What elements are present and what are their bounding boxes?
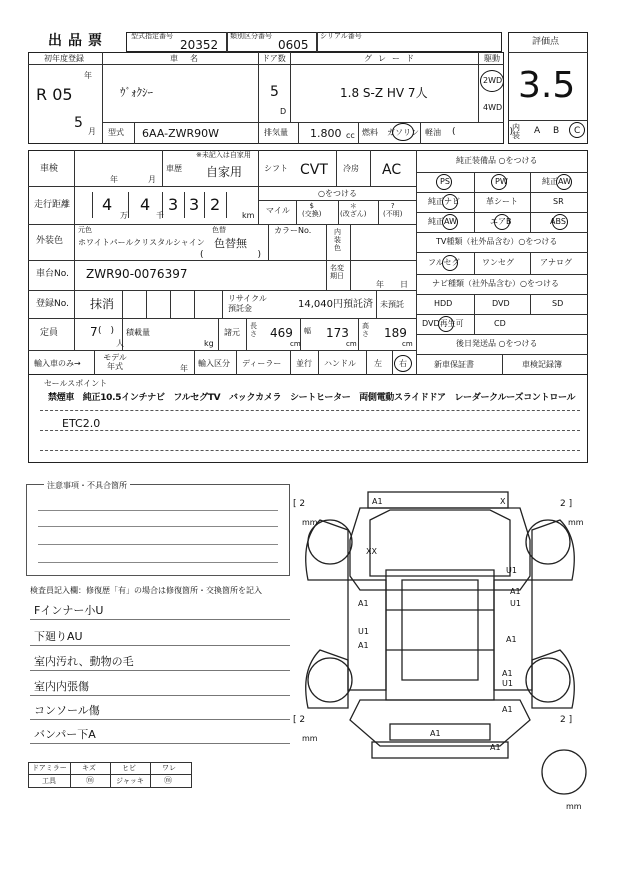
equip-aw1-circle [556,174,572,190]
sales-label: セールスポイント [44,379,108,388]
navi-dvd: DVD [492,299,510,308]
oil-bracket: ( ) [452,127,514,137]
equip-aw2: 純正AW [428,217,457,226]
capacity-value: 7 [90,325,98,339]
mileage-unit-km: km [242,211,255,220]
ac-label: 冷房 [343,164,359,173]
sales-dash-1 [40,410,580,411]
equip-aw1: 純正AW [542,177,571,186]
drive-4wd: 4WD [483,103,503,112]
class-label: 類別区分番号 [230,32,272,40]
equip-leather: 革シート [486,197,518,206]
mile-tamper: ＊ (改ざん) [340,202,367,219]
score-label: 評価点 [532,37,560,47]
color-label: 外装色 [36,236,64,246]
recycle-value: 14,040円預託済 [298,299,373,310]
mark-a1-tail: A1 [502,705,513,714]
mark-a1-bumper-rear: A1 [430,729,441,738]
inspection-year: 年 [110,175,118,184]
later-records: 車検記録簿 [522,360,562,369]
sales-dash-2 [40,430,580,431]
mileage-label: 走行距離 [34,200,71,210]
ac-value: AC [382,162,402,178]
navi-hdd: HDD [434,299,453,308]
legend-h2: キズ [82,764,96,772]
first-reg-label: 初年度登録 [44,54,84,63]
serial-label: シリアル番号 [320,32,362,40]
sales-dash-3 [40,450,580,451]
mark-xx: XX [366,547,377,556]
interior-color-label: 内装色 [334,228,341,253]
left-label: 左 [374,359,382,368]
mileage-digit-1: 4 [102,195,113,214]
mile-unknown: ? (不明) [383,202,403,219]
tire-rl: [ 2 [293,715,306,725]
fuel-value: ガソリン [387,128,419,137]
equip-pw-circle [491,174,507,190]
model-cert-value: 20352 [180,38,219,52]
capacity-label: 定員 [40,328,59,338]
height-label: 高さ [362,322,369,339]
interior-label: 内装 [512,123,520,140]
usage-value: 自家用 [206,165,243,179]
dims-label: 諸元 [224,328,240,337]
interior-b: B [553,126,560,136]
len-value: 469 [270,326,293,340]
tv-fullseg: フルセグ [428,258,460,267]
mark-u1-qr: U1 [502,679,513,688]
form-title: 出品票 [48,33,108,49]
fuel-label: 燃料 [362,128,378,137]
inspection-label: 車検 [40,164,59,174]
height-cm: cm [402,340,413,348]
legend-v1: 工具 [42,777,56,785]
tire-fr-value: 2 [560,499,566,509]
grade-label: グレード [364,54,420,63]
class-value: 0605 [278,38,309,52]
note-item-6: バンパー下A [34,728,96,741]
recycle-unpaid: 未預託 [380,300,404,309]
mark-a1-roof: A1 [358,641,369,650]
model-cert-label: 型式指定番号 [131,32,173,40]
mile-exchange: $ (交換) [302,202,322,219]
displacement-value: 1.800 [310,127,342,140]
month-value: 5 [74,115,83,131]
mileage-digit-3: 3 [168,195,179,214]
doors-suffix: D [280,107,287,116]
equipment-header: 純正装備品 ○をつける [456,156,538,165]
navi-sd: SD [552,299,564,308]
displacement-unit: cc [346,131,355,140]
equip-navi: 純正ナビ [428,197,460,206]
fuel-circle [392,123,414,141]
legend-h4: ワレ [162,764,176,772]
note-item-1: Fインナー小U [34,604,104,617]
mileage-unit-sen: 千 [156,211,164,220]
height-value: 189 [384,326,407,340]
displacement-label: 排気量 [264,128,288,137]
mark-a1-under: A1 [490,743,501,752]
navi-dvd-play-circle [438,316,454,332]
interior-c-circle [569,122,585,138]
len-label: 長さ [250,322,257,339]
tire-fl-value: 2 [299,499,306,509]
mileage-digit-5: 2 [210,195,221,214]
type-label: 型式 [108,128,124,137]
mark-u1-door-r: U1 [510,599,521,608]
tire-fl: [ 2 [293,499,306,509]
navi-dvd-play: DVD再生可 [422,319,464,328]
right-circle [394,355,412,372]
oil-label: 軽油 [425,128,441,137]
mark-a1-door-l: A1 [358,599,369,608]
equip-abs: ABS [550,217,566,226]
tire-fr: 2 ] [560,499,573,509]
mark-x-bumper: X [500,497,506,506]
load-unit: kg [204,339,214,348]
sales-line2: ETC2.0 [62,417,101,430]
tv-analog: アナログ [540,258,572,267]
doors-label: ドア数 [262,54,286,63]
reg-label: 登録No. [36,299,69,309]
chassis-label: 車台No. [36,269,69,279]
year-unit: 年 [84,71,92,80]
drive-2wd: 2WD [483,76,503,85]
equip-abs-circle [552,214,568,230]
mark-a1-qr: A1 [502,669,513,678]
tv-fullseg-circle [442,255,458,271]
mark-a1-rear-r: A1 [506,635,517,644]
car-name-value: ｳﾞｫｸｼｰ [120,86,153,99]
width-value: 173 [326,326,349,340]
recycle-label: リサイクル預託金 [228,294,267,313]
car-diagram [290,480,590,810]
inspector-label: 検査員記入欄：修復歴「有」の場合は修復箇所・交換箇所を記入 [30,586,262,595]
later-header: 後日発送品 ○をつける [456,339,538,348]
right-label: 右 [399,359,407,368]
tire-rl-unit: mm [302,734,318,743]
usage-label: 車歴 [166,164,182,173]
name-change-label: 名変期日 [330,264,344,281]
notes-label: 注意事項・不具合箇所 [44,482,130,490]
equip-airbag: エアB [490,217,512,226]
tire-rr: 2 ] [560,715,573,725]
handle-label: ハンドル [324,359,356,368]
color-num-value: 色替無 [214,237,247,250]
parallel-label: 並行 [296,359,312,368]
width-cm: cm [346,340,357,348]
era-value: R 05 [36,85,73,104]
len-cm: cm [290,340,301,348]
equip-navi-circle [442,194,458,210]
score-value: 3.5 [518,65,576,106]
navi-cd: CD [494,319,506,328]
car-name-label: 車名 [170,54,210,63]
color-orig-label: 元色 [78,226,92,234]
note-item-4: 室内内張傷 [34,680,89,693]
equip-pw: PW [495,177,508,186]
color-no-label: カラーNo. [274,226,312,235]
mile-circle-note: ○をつける [318,189,357,198]
mark-a1-door-r: A1 [510,587,521,596]
drive-label: 駆動 [484,54,500,63]
import-label: 輸入車のみ→ [34,359,81,368]
shift-label: シフト [264,164,288,173]
dealer-label: ディーラー [242,359,282,368]
color-orig-value: ホワイトパールクリスタルシャイン [78,238,205,247]
drive-2wd-circle [480,70,504,92]
month-unit: 月 [88,127,96,136]
tire-rr-unit: mm [566,802,582,811]
equip-ps-circle [436,174,452,190]
tire-fr-unit: mm [568,518,584,527]
mileage-digit-4: 3 [189,195,200,214]
chassis-value: ZWR90-0076397 [86,267,188,281]
color-num-label: 色替 [212,226,226,234]
legend-v2: ⓜ [86,776,94,785]
load-label: 積載量 [126,328,150,337]
legend-v3: ジャッキ [116,777,144,785]
mile-label: マイル [266,206,290,215]
capacity-unit: 人 [116,339,124,348]
equip-airbag-circle [494,214,510,230]
name-change-year: 年 [376,280,384,289]
model-year-label: モデル年式 [103,353,127,372]
equip-ps: PS [440,177,450,186]
later-warranty: 新車保証書 [434,360,474,369]
tv-header: TV種類（社外品含む）○をつける [436,237,558,246]
navi-header: ナビ種類（社外品含む）○をつける [432,279,559,288]
legend-h3: ヒビ [122,764,136,772]
mileage-digit-2: 4 [140,195,151,214]
capacity-paren: ( ) [98,326,115,336]
width-label: 幅 [304,327,311,335]
reg-value: 抹消 [90,297,115,311]
usage-note: ※未記入は自家用 [196,151,251,159]
legend-v4: ⓜ [164,776,172,785]
mark-u1-roof: U1 [358,627,369,636]
tire-rl-value: 2 [299,715,306,725]
interior-a: A [534,126,541,136]
tire-rr-value: 2 [560,715,566,725]
shift-value: CVT [300,162,328,178]
note-item-2: 下廻りAU [34,630,83,643]
tire-fl-unit: mm [302,518,318,527]
name-change-day: 日 [400,280,408,289]
inspection-month: 月 [148,175,156,184]
type-value: 6AA-ZWR90W [142,127,220,140]
sales-line1: 禁煙車 純正10.5インチナビ フルセグTV バックカメラ シートヒーター 両側電動スライドドア レーダークルーズコントロール [48,393,576,403]
note-item-5: コンソール傷 [34,704,100,717]
doors-value: 5 [270,84,279,100]
mark-a1-bumper: A1 [372,497,383,506]
mileage-unit-man: 万 [120,211,128,220]
color-paren: ( ) [200,250,262,260]
legend-h1: ドアミラー [32,764,67,772]
interior-c: C [574,126,581,136]
note-item-3: 室内汚れ、動物の毛 [34,655,134,668]
grade-value: 1.8 S-Z HV 7人 [340,86,428,100]
import-cat-label: 輸入区分 [198,359,230,368]
mark-u1-fender: U1 [506,566,517,575]
tv-oneseg: ワンセグ [482,258,514,267]
equip-aw2-circle [442,214,458,230]
model-year-unit: 年 [180,364,188,373]
equip-sr: SR [553,197,564,206]
